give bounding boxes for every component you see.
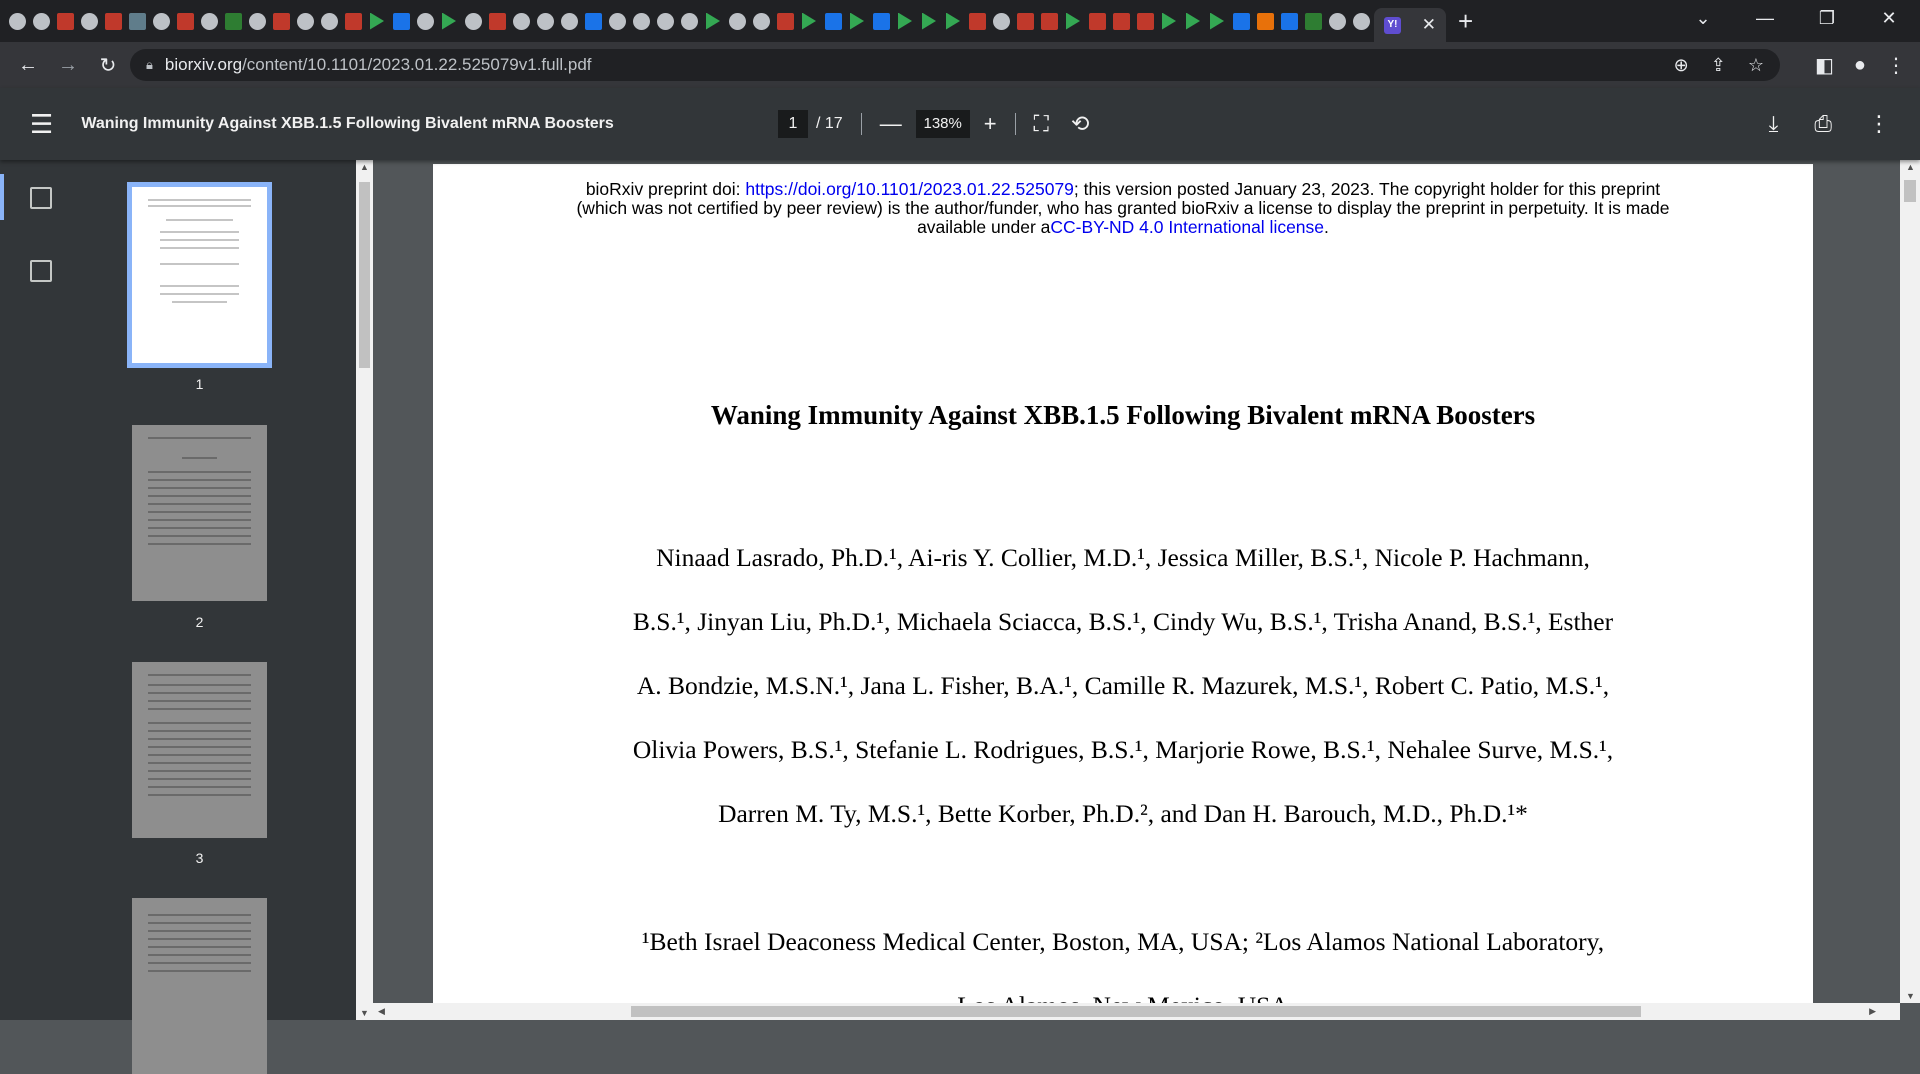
sidebar-scrollbar[interactable]: ▲ ▼ <box>356 160 373 1020</box>
tab-favicon-icon <box>153 13 170 30</box>
browser-tab[interactable] <box>1326 6 1348 36</box>
browser-tab[interactable] <box>750 6 772 36</box>
author-list <box>433 526 1813 846</box>
tab-favicon-icon <box>681 13 698 30</box>
tab-favicon-icon <box>1066 13 1080 30</box>
tab-favicon-icon <box>1017 13 1034 30</box>
pdf-more-icon[interactable]: ⋮ <box>1868 111 1890 136</box>
browser-tab[interactable] <box>78 6 100 36</box>
tab-favicon-icon <box>1162 13 1176 30</box>
document-scrollbar[interactable]: ▲ ▼ <box>1900 160 1920 1003</box>
tab-favicon-icon <box>201 13 218 30</box>
browser-tab[interactable] <box>102 6 124 36</box>
document-scroll-thumb[interactable] <box>1904 180 1916 202</box>
tab-favicon-icon <box>249 13 266 30</box>
pdf-page <box>433 164 1813 1014</box>
browser-tab[interactable] <box>438 6 460 36</box>
omnibox-actions <box>1652 49 1764 81</box>
browser-tab[interactable] <box>1278 6 1300 36</box>
browser-tab[interactable] <box>126 6 148 36</box>
document-viewport <box>373 160 1900 1003</box>
browser-tab[interactable] <box>990 6 1012 36</box>
tab-favicon-icon <box>561 13 578 30</box>
tab-favicon-icon <box>706 13 720 30</box>
address-bar[interactable] <box>130 49 1780 81</box>
tab-favicon-icon <box>370 13 384 30</box>
tab-favicon-icon <box>442 13 456 30</box>
tab-favicon-icon <box>33 13 50 30</box>
tab-favicon-icon <box>993 13 1010 30</box>
restore-icon[interactable]: ❐ <box>1818 7 1836 28</box>
browser-tab[interactable] <box>1158 6 1180 36</box>
new-tab-icon[interactable]: + <box>1458 5 1474 36</box>
browser-tab[interactable] <box>222 6 244 36</box>
browser-tab[interactable] <box>678 6 700 36</box>
divider <box>1015 113 1016 135</box>
tab-favicon-icon <box>81 13 98 30</box>
tab-favicon-icon <box>1305 13 1322 30</box>
tab-favicon-icon <box>489 13 506 30</box>
browser-tab[interactable] <box>270 6 292 36</box>
tab-favicon-icon <box>1281 13 1298 30</box>
browser-tab[interactable] <box>414 6 436 36</box>
browser-tab[interactable] <box>1110 6 1132 36</box>
lock-icon[interactable]: 🔒︎ <box>146 57 153 72</box>
page-total: / 17 <box>816 115 843 132</box>
tab-favicon-icon <box>1137 13 1154 30</box>
page-thumbnail-4[interactable] <box>132 898 267 1074</box>
tab-favicon-icon <box>1041 13 1058 30</box>
pdf-toolbar <box>0 88 1920 160</box>
window-controls <box>1672 0 1920 36</box>
reload-icon[interactable]: ↻ <box>99 54 117 77</box>
pdf-title: Waning Immunity Against XBB.1.5 Following Bivalent mRNA Boosters <box>81 115 614 132</box>
tab-favicon-icon <box>1233 13 1250 30</box>
tab-favicon-icon <box>633 13 650 30</box>
tab-favicon-icon <box>321 13 338 30</box>
horizontal-scrollbar[interactable]: ◀ ▶ <box>373 1003 1900 1020</box>
tab-favicon-icon <box>345 13 362 30</box>
author-line: Ninaad Lasrado, Ph.D.¹, Ai-ris Y. Collier, M.D.¹, Jessica Miller, B.S.¹, Nicole P. Hachmann, <box>656 543 1590 572</box>
active-indicator <box>0 174 4 220</box>
tab-favicon-icon <box>729 13 746 30</box>
tab-favicon-icon <box>1329 13 1346 30</box>
browser-tab[interactable] <box>30 6 52 36</box>
browser-tab[interactable] <box>198 6 220 36</box>
tab-favicon-icon <box>129 13 146 30</box>
browser-tab[interactable] <box>1230 6 1252 36</box>
toolbar-right <box>1795 42 1906 88</box>
page-thumbnail-2[interactable] <box>132 425 267 601</box>
tab-favicon-icon <box>9 13 26 30</box>
browser-tab[interactable] <box>870 6 892 36</box>
rotate-icon[interactable]: ⟲ <box>1070 111 1090 136</box>
browser-tab[interactable] <box>774 6 796 36</box>
browser-tab[interactable] <box>366 6 388 36</box>
browser-tab[interactable] <box>606 6 628 36</box>
tab-favicon-icon <box>898 13 912 30</box>
sidebar-icon-rail <box>0 160 84 1020</box>
divider <box>861 113 862 135</box>
browser-tab[interactable] <box>342 6 364 36</box>
tab-strip <box>0 0 1920 42</box>
browser-tab[interactable] <box>582 6 604 36</box>
browser-tab[interactable] <box>726 6 748 36</box>
tab-favicon-icon <box>1186 13 1200 30</box>
tab-favicon-icon <box>297 13 314 30</box>
author-line: A. Bondzie, M.S.N.¹, Jana L. Fisher, B.A.¹, Camille R. Mazurek, M.S.¹, Robert C. Patio, M.S.¹, <box>636 671 1610 700</box>
affiliation-line: ¹Beth Israel Deaconess Medical Center, Boston, MA, USA; ²Los Alamos National Laboratory, <box>641 927 1605 956</box>
browser-tab[interactable] <box>654 6 676 36</box>
outline-view-icon[interactable] <box>30 260 52 282</box>
browser-tab[interactable] <box>918 6 940 36</box>
preprint-text: . <box>1324 217 1329 237</box>
thumbnail-number: 2 <box>195 614 204 630</box>
page-thumbnail-1[interactable] <box>132 187 267 363</box>
doi-link[interactable]: https://doi.org/10.1101/2023.01.22.525079 <box>745 179 1074 199</box>
tab-favicon-icon <box>825 13 842 30</box>
back-icon[interactable]: ← <box>18 53 38 76</box>
tab-favicon-icon <box>585 13 602 30</box>
author-line: Olivia Powers, B.S.¹, Stefanie L. Rodrigues, B.S.¹, Marjorie Rowe, B.S.¹, Nehalee Surve, M.S.¹, <box>632 735 1614 764</box>
tab-favicon-icon <box>922 13 936 30</box>
tab-favicon-icon <box>177 13 194 30</box>
browser-tab[interactable] <box>1134 6 1156 36</box>
browser-tab[interactable] <box>1182 6 1204 36</box>
browser-tab[interactable] <box>486 6 508 36</box>
tab-favicon-icon <box>777 13 794 30</box>
tab-favicon-icon <box>1089 13 1106 30</box>
browser-tab[interactable] <box>390 6 412 36</box>
browser-tab[interactable] <box>1254 6 1276 36</box>
browser-tab[interactable] <box>462 6 484 36</box>
browser-tab[interactable] <box>318 6 340 36</box>
share-icon[interactable]: ⇪ <box>1710 54 1726 75</box>
bookmark-star-icon[interactable]: ☆ <box>1747 54 1764 75</box>
browser-tab[interactable] <box>150 6 172 36</box>
tab-list <box>0 0 1473 42</box>
active-tab[interactable] <box>1374 8 1446 42</box>
browser-tab[interactable] <box>1086 6 1108 36</box>
zoom-input[interactable]: 138% <box>916 110 970 138</box>
author-line: B.S.¹, Jinyan Liu, Ph.D.¹, Michaela Sciacca, B.S.¹, Cindy Wu, B.S.¹, Trisha Anand, B.S.¹, Esther <box>632 607 1614 636</box>
tab-favicon-icon <box>873 13 890 30</box>
browser-toolbar <box>0 42 1920 88</box>
pdf-actions <box>1733 88 1890 160</box>
active-tab-favicon-icon: Y! <box>1384 17 1401 34</box>
browser-tab[interactable] <box>966 6 988 36</box>
paper-title: Waning Immunity Against XBB.1.5 Following Bivalent mRNA Boosters <box>710 400 1536 430</box>
browser-tab[interactable] <box>558 6 580 36</box>
profile-icon[interactable]: ● <box>1853 53 1866 76</box>
url-text: biorxiv.org/content/10.1101/2023.01.22.525079v1.full.pdf <box>164 55 592 74</box>
browser-tab[interactable] <box>702 6 724 36</box>
zoom-out-button[interactable]: — <box>879 111 902 136</box>
thumbnail-sidebar <box>0 160 369 1020</box>
tab-favicon-icon <box>513 13 530 30</box>
page-number-input[interactable]: 1 <box>778 110 808 138</box>
browser-tab[interactable] <box>294 6 316 36</box>
tab-favicon-icon <box>465 13 482 30</box>
print-icon[interactable]: ⎙ <box>1814 111 1832 136</box>
tab-favicon-icon <box>1210 13 1224 30</box>
license-link[interactable]: CC-BY-ND 4.0 International license <box>1050 217 1325 237</box>
browser-tab[interactable] <box>822 6 844 36</box>
preprint-text: available under a <box>917 217 1051 237</box>
tab-favicon-icon <box>417 13 434 30</box>
tab-favicon-icon <box>657 13 674 30</box>
browser-tab[interactable] <box>1206 6 1228 36</box>
browser-tab[interactable] <box>1014 6 1036 36</box>
browser-tab[interactable] <box>510 6 532 36</box>
tab-favicon-icon <box>225 13 242 30</box>
browser-tab[interactable] <box>1062 6 1084 36</box>
side-panel-icon[interactable]: ◧ <box>1815 54 1834 77</box>
tab-search-icon[interactable]: ⌄ <box>1695 7 1711 28</box>
browser-tab[interactable] <box>1302 6 1324 36</box>
forward-icon[interactable]: → <box>58 53 78 76</box>
tab-favicon-icon <box>1113 13 1130 30</box>
browser-tab[interactable] <box>798 6 820 36</box>
browser-tab[interactable] <box>894 6 916 36</box>
browser-tab[interactable] <box>54 6 76 36</box>
tab-favicon-icon <box>946 13 960 30</box>
preprint-text: bioRxiv preprint doi: <box>585 179 746 199</box>
browser-tab[interactable] <box>1350 6 1372 36</box>
tab-favicon-icon <box>753 13 770 30</box>
browser-tab[interactable] <box>6 6 28 36</box>
tab-favicon-icon <box>393 13 410 30</box>
browser-tab[interactable] <box>846 6 868 36</box>
minimize-icon[interactable]: — <box>1756 7 1774 28</box>
hamburger-menu-icon[interactable]: ☰ <box>30 108 54 139</box>
browser-tab[interactable] <box>630 6 652 36</box>
tab-favicon-icon <box>1257 13 1274 30</box>
tab-favicon-icon <box>1353 13 1370 30</box>
thumbnail-number: 3 <box>195 850 204 866</box>
browser-tab[interactable] <box>1038 6 1060 36</box>
fit-page-icon[interactable]: ⛶ <box>1033 111 1049 136</box>
tab-favicon-icon <box>57 13 74 30</box>
tab-favicon-icon <box>969 13 986 30</box>
tab-close-icon[interactable]: ✕ <box>1421 15 1436 34</box>
preprint-notice <box>433 180 1813 237</box>
tab-favicon-icon <box>609 13 626 30</box>
thumbnail-number: 1 <box>195 376 204 392</box>
browser-menu-icon[interactable]: ⋮ <box>1886 54 1906 77</box>
tab-favicon-icon <box>537 13 554 30</box>
browser-tab[interactable] <box>174 6 196 36</box>
sidebar-scroll-thumb[interactable] <box>359 182 370 368</box>
zoom-icon[interactable]: ⊕ <box>1673 54 1689 75</box>
tab-favicon-icon <box>105 13 122 30</box>
tab-favicon-icon <box>273 13 290 30</box>
browser-tab[interactable] <box>534 6 556 36</box>
thumbnails-view-icon[interactable] <box>30 187 52 209</box>
browser-tab[interactable] <box>246 6 268 36</box>
tab-favicon-icon <box>850 13 864 30</box>
close-window-icon[interactable]: ✕ <box>1881 7 1897 28</box>
browser-tab[interactable] <box>942 6 964 36</box>
tab-favicon-icon <box>802 13 816 30</box>
zoom-in-button[interactable]: + <box>983 111 997 136</box>
preprint-text: (which was not certified by peer review) is the author/funder, who has granted bioRxiv a license to display the preprint in perpetuity. It is made <box>576 198 1670 218</box>
preprint-text: ; this version posted January 23, 2023. The copyright holder for this preprint <box>1073 179 1661 199</box>
author-line: Darren M. Ty, M.S.¹, Bette Korber, Ph.D.², and Dan H. Barouch, M.D., Ph.D.¹* <box>718 799 1528 828</box>
page-thumbnail-3[interactable] <box>132 662 267 838</box>
horizontal-scroll-thumb[interactable] <box>631 1006 1641 1017</box>
download-icon[interactable]: ⤓ <box>1768 111 1779 136</box>
page-controls <box>778 110 1089 138</box>
